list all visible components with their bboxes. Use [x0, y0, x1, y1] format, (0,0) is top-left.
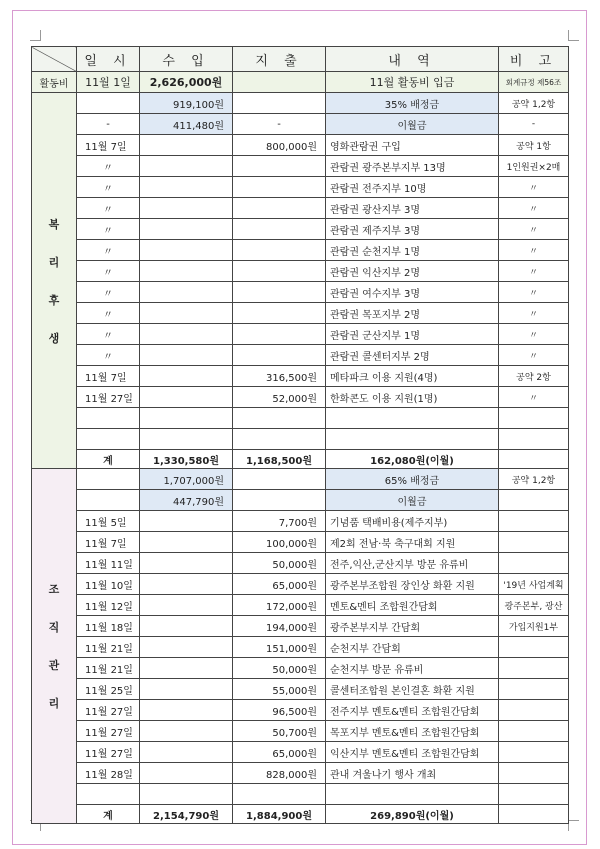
organization-row: [32, 532, 569, 553]
welfare-total-expense: 1,168,500원: [233, 450, 326, 469]
welfare-total-income: 1,330,580원: [140, 450, 233, 469]
details-cell: 관람권 순천지부 1명: [326, 240, 499, 261]
crop-mark-top-left: [30, 30, 41, 41]
income-cell: [140, 784, 233, 805]
welfare-row: [32, 93, 569, 114]
date-cell: 〃: [77, 345, 140, 366]
income-cell: [140, 177, 233, 198]
details-cell: 콜센터조합원 본인결혼 화환 지원: [326, 679, 499, 700]
expense-cell: 65,000원: [233, 574, 326, 595]
organization-row: [32, 553, 569, 574]
expense-cell: [233, 408, 326, 429]
crop-mark-bottom-right: [568, 820, 579, 831]
organization-row: [32, 637, 569, 658]
expense-cell: [233, 240, 326, 261]
income-cell: [140, 135, 233, 156]
welfare-row: [32, 198, 569, 219]
income-cell: 1,707,000원: [140, 469, 233, 490]
welfare-row: [32, 387, 569, 408]
date-cell: [77, 490, 140, 511]
income-cell: [140, 511, 233, 532]
date-cell: 〃: [77, 219, 140, 240]
expense-cell: -: [233, 114, 326, 135]
welfare-total-details: 162,080원(이월): [326, 450, 499, 469]
income-cell: [140, 616, 233, 637]
income-cell: [140, 387, 233, 408]
header-note: 비 고: [499, 47, 569, 72]
organization-category-char: 조: [48, 583, 60, 596]
expense-cell: 151,000원: [233, 637, 326, 658]
date-cell: [77, 784, 140, 805]
expense-cell: 65,000원: [233, 742, 326, 763]
date-cell: 11월 21일: [77, 658, 140, 679]
organization-category: [32, 469, 77, 824]
date-cell: 11월 28일: [77, 763, 140, 784]
note-cell: 공약 1,2항: [499, 469, 569, 490]
income-cell: 411,480원: [140, 114, 233, 135]
note-cell: 공약 1,2항: [499, 93, 569, 114]
welfare-row: [32, 366, 569, 387]
details-cell: 35% 배정금: [326, 93, 499, 114]
expense-cell: [233, 469, 326, 490]
expense-cell: 828,000원: [233, 763, 326, 784]
note-cell: 〃: [499, 303, 569, 324]
note-cell: '19년 사업계획: [499, 574, 569, 595]
header-expense: 지 출: [233, 47, 326, 72]
organization-row: [32, 763, 569, 784]
date-cell: 〃: [77, 240, 140, 261]
income-cell: [140, 429, 233, 450]
organization-row: [32, 679, 569, 700]
welfare-category-label: [35, 216, 73, 346]
organization-category-label: [35, 581, 73, 711]
income-cell: [140, 763, 233, 784]
expense-cell: [233, 303, 326, 324]
income-cell: [140, 240, 233, 261]
expense-cell: 194,000원: [233, 616, 326, 637]
details-cell: 관람권 익산지부 2명: [326, 261, 499, 282]
crop-mark-top-right: [568, 30, 579, 41]
expense-cell: [233, 282, 326, 303]
note-cell: 〃: [499, 324, 569, 345]
welfare-category: [32, 93, 77, 469]
income-cell: [140, 219, 233, 240]
note-cell: [499, 742, 569, 763]
expense-cell: [233, 429, 326, 450]
date-cell: 11월 27일: [77, 721, 140, 742]
welfare-row: [32, 135, 569, 156]
income-cell: [140, 408, 233, 429]
organization-category-char: 관: [48, 659, 60, 672]
expense-cell: 316,500원: [233, 366, 326, 387]
expense-cell: [233, 345, 326, 366]
income-cell: [140, 261, 233, 282]
organization-total-details: 269,890원(이월): [326, 805, 499, 824]
header-details: 내 역: [326, 47, 499, 72]
note-cell: 1인원권×2매: [499, 156, 569, 177]
date-cell: 〃: [77, 282, 140, 303]
income-cell: [140, 532, 233, 553]
details-cell: 목포지부 멘토&멘티 조합원간담회: [326, 721, 499, 742]
welfare-total-note: [499, 450, 569, 469]
welfare-category-char: 생: [48, 331, 60, 345]
details-cell: 순천지부 간담회: [326, 637, 499, 658]
organization-row: [32, 700, 569, 721]
welfare-total-label: 계: [77, 450, 140, 469]
expense-cell: 96,500원: [233, 700, 326, 721]
activity-row: [32, 72, 569, 93]
details-cell: 순천지부 방문 유류비: [326, 658, 499, 679]
note-cell: 〃: [499, 219, 569, 240]
income-cell: [140, 198, 233, 219]
income-cell: [140, 595, 233, 616]
details-cell: 전주,익산,군산지부 방문 유류비: [326, 553, 499, 574]
organization-row: [32, 511, 569, 532]
income-cell: [140, 156, 233, 177]
income-cell: [140, 553, 233, 574]
date-cell: 11월 27일: [77, 700, 140, 721]
activity-expense: [233, 72, 326, 93]
date-cell: 11월 18일: [77, 616, 140, 637]
expense-cell: 50,700원: [233, 721, 326, 742]
ledger-table: [31, 46, 569, 824]
note-cell: -: [499, 114, 569, 135]
expense-cell: [233, 490, 326, 511]
organization-total-label: 계: [77, 805, 140, 824]
expense-cell: 800,000원: [233, 135, 326, 156]
income-cell: [140, 303, 233, 324]
date-cell: 11월 21일: [77, 637, 140, 658]
welfare-category-char: 리: [48, 255, 60, 269]
expense-cell: [233, 93, 326, 114]
details-cell: 한화콘도 이용 지원(1명): [326, 387, 499, 408]
details-cell: 멘토&멘티 조합원간담회: [326, 595, 499, 616]
note-cell: [499, 429, 569, 450]
welfare-row: [32, 303, 569, 324]
organization-row: [32, 721, 569, 742]
date-cell: -: [77, 114, 140, 135]
details-cell: 전주지부 멘토&멘티 조합원간담회: [326, 700, 499, 721]
note-cell: [499, 553, 569, 574]
welfare-category-char: 후: [48, 293, 60, 307]
date-cell: [77, 93, 140, 114]
details-cell: [326, 408, 499, 429]
income-cell: [140, 282, 233, 303]
date-cell: 11월 10일: [77, 574, 140, 595]
header-date: 일 시: [77, 47, 140, 72]
note-cell: 〃: [499, 387, 569, 408]
date-cell: 〃: [77, 261, 140, 282]
expense-cell: [233, 198, 326, 219]
details-cell: 광주본부지부 간담회: [326, 616, 499, 637]
expense-cell: 55,000원: [233, 679, 326, 700]
details-cell: 관람권 전주지부 10명: [326, 177, 499, 198]
expense-cell: [233, 219, 326, 240]
organization-category-char: 직: [48, 621, 60, 634]
date-cell: [77, 408, 140, 429]
details-cell: 관람권 군산지부 1명: [326, 324, 499, 345]
income-cell: [140, 637, 233, 658]
activity-income: 2,626,000원: [140, 72, 233, 93]
note-cell: [499, 763, 569, 784]
note-cell: [499, 511, 569, 532]
note-cell: 〃: [499, 282, 569, 303]
organization-row: [32, 658, 569, 679]
income-cell: [140, 700, 233, 721]
welfare-row: [32, 324, 569, 345]
note-cell: 〃: [499, 345, 569, 366]
expense-cell: [233, 156, 326, 177]
note-cell: 가입지원1부: [499, 616, 569, 637]
welfare-total-row: [32, 450, 569, 469]
note-cell: 〃: [499, 261, 569, 282]
note-cell: 〃: [499, 177, 569, 198]
income-cell: [140, 366, 233, 387]
date-cell: 〃: [77, 198, 140, 219]
note-cell: 광주본부, 광산: [499, 595, 569, 616]
organization-row: [32, 490, 569, 511]
income-cell: 447,790원: [140, 490, 233, 511]
date-cell: 11월 25일: [77, 679, 140, 700]
details-cell: 기념품 택배비용(제주지부): [326, 511, 499, 532]
details-cell: [326, 429, 499, 450]
header-income: 수 입: [140, 47, 233, 72]
note-cell: [499, 532, 569, 553]
organization-row: [32, 574, 569, 595]
organization-total-note: [499, 805, 569, 824]
note-cell: 〃: [499, 198, 569, 219]
details-cell: 65% 배정금: [326, 469, 499, 490]
organization-category-char: 리: [48, 697, 60, 710]
expense-cell: 100,000원: [233, 532, 326, 553]
income-cell: [140, 658, 233, 679]
welfare-row: [32, 114, 569, 135]
expense-cell: [233, 324, 326, 345]
welfare-row: [32, 240, 569, 261]
income-cell: [140, 345, 233, 366]
date-cell: 〃: [77, 156, 140, 177]
date-cell: 11월 27일: [77, 387, 140, 408]
activity-details: 11월 활동비 입금: [326, 72, 499, 93]
activity-note: 회계규정 제56조: [499, 72, 569, 93]
welfare-row: [32, 261, 569, 282]
welfare-row: [32, 219, 569, 240]
organization-total-income: 2,154,790원: [140, 805, 233, 824]
organization-row: [32, 784, 569, 805]
note-cell: [499, 784, 569, 805]
date-cell: [77, 429, 140, 450]
date-cell: 11월 11일: [77, 553, 140, 574]
income-cell: [140, 742, 233, 763]
organization-row: [32, 742, 569, 763]
details-cell: 관람권 여수지부 3명: [326, 282, 499, 303]
income-cell: [140, 324, 233, 345]
details-cell: 관람권 광산지부 3명: [326, 198, 499, 219]
expense-cell: 172,000원: [233, 595, 326, 616]
note-cell: [499, 658, 569, 679]
details-cell: 제2회 전남·북 축구대회 지원: [326, 532, 499, 553]
note-cell: [499, 637, 569, 658]
date-cell: 〃: [77, 303, 140, 324]
date-cell: 11월 7일: [77, 532, 140, 553]
welfare-category-char: 복: [48, 217, 60, 231]
date-cell: 11월 5일: [77, 511, 140, 532]
welfare-row: [32, 345, 569, 366]
note-cell: [499, 700, 569, 721]
activity-date: 11월 1일: [77, 72, 140, 93]
details-cell: 메타파크 이용 지원(4명): [326, 366, 499, 387]
details-cell: 광주본부조합원 장인상 화환 지원: [326, 574, 499, 595]
organization-row: [32, 469, 569, 490]
note-cell: [499, 490, 569, 511]
organization-total-row: [32, 805, 569, 824]
details-cell: 이월금: [326, 490, 499, 511]
expense-cell: 50,000원: [233, 658, 326, 679]
welfare-row: [32, 282, 569, 303]
details-cell: 관람권 콜센터지부 2명: [326, 345, 499, 366]
details-cell: 관람권 목포지부 2명: [326, 303, 499, 324]
income-cell: [140, 679, 233, 700]
details-cell: 영화관람권 구입: [326, 135, 499, 156]
date-cell: [77, 469, 140, 490]
date-cell: 〃: [77, 177, 140, 198]
expense-cell: 52,000원: [233, 387, 326, 408]
income-cell: [140, 721, 233, 742]
welfare-row: [32, 156, 569, 177]
date-cell: 〃: [77, 324, 140, 345]
details-cell: 관람권 제주지부 3명: [326, 219, 499, 240]
date-cell: 11월 7일: [77, 135, 140, 156]
note-cell: [499, 679, 569, 700]
details-cell: [326, 784, 499, 805]
details-cell: 익산지부 멘토&멘티 조합원간담회: [326, 742, 499, 763]
expense-cell: 7,700원: [233, 511, 326, 532]
welfare-row: [32, 408, 569, 429]
organization-total-expense: 1,884,900원: [233, 805, 326, 824]
details-cell: 관내 겨울나기 행사 개최: [326, 763, 499, 784]
welfare-row: [32, 429, 569, 450]
activity-category: 활동비: [32, 72, 77, 93]
note-cell: 공약 2항: [499, 366, 569, 387]
note-cell: [499, 721, 569, 742]
details-cell: 이월금: [326, 114, 499, 135]
date-cell: 11월 12일: [77, 595, 140, 616]
note-cell: 〃: [499, 240, 569, 261]
organization-row: [32, 616, 569, 637]
header-row: [32, 47, 569, 72]
organization-row: [32, 595, 569, 616]
details-cell: 관람권 광주본부지부 13명: [326, 156, 499, 177]
header-blank: [32, 47, 77, 72]
note-cell: [499, 408, 569, 429]
note-cell: 공약 1항: [499, 135, 569, 156]
income-cell: 919,100원: [140, 93, 233, 114]
income-cell: [140, 574, 233, 595]
date-cell: 11월 7일: [77, 366, 140, 387]
expense-cell: [233, 261, 326, 282]
expense-cell: [233, 784, 326, 805]
date-cell: 11월 27일: [77, 742, 140, 763]
expense-cell: [233, 177, 326, 198]
expense-cell: 50,000원: [233, 553, 326, 574]
welfare-row: [32, 177, 569, 198]
